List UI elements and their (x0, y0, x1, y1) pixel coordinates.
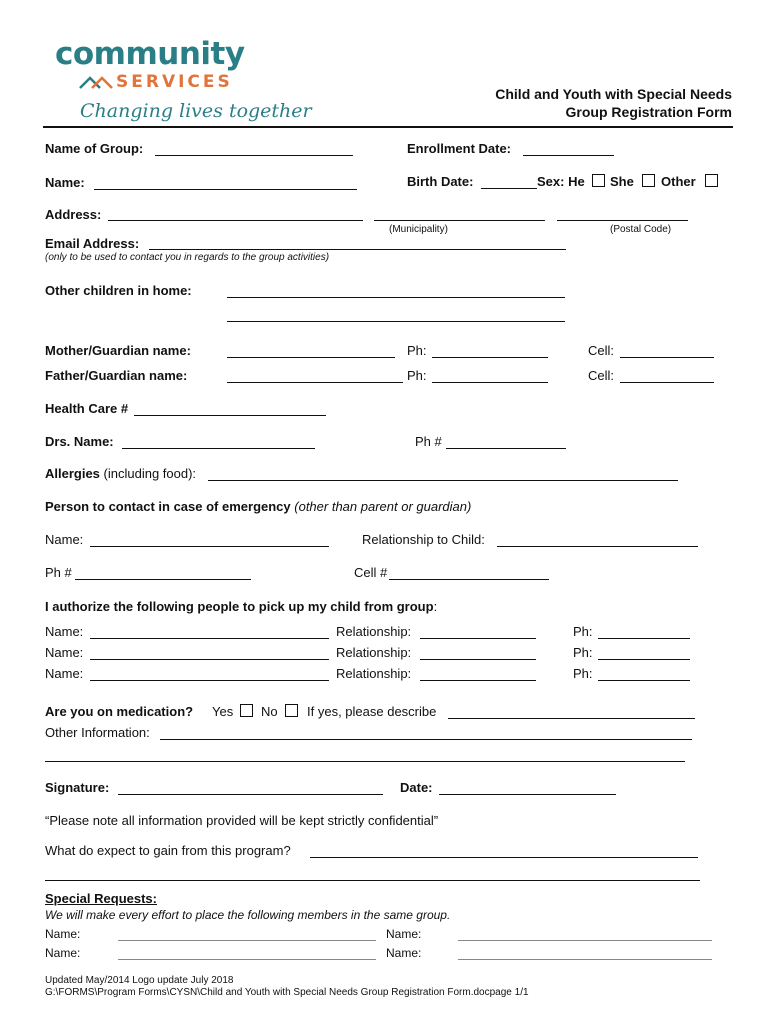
name-of-group-field[interactable] (155, 155, 353, 156)
pickup-name-field-2[interactable] (90, 659, 329, 660)
pickup-heading-colon: : (433, 599, 438, 614)
special-requests-heading: Special Requests: (45, 891, 157, 906)
allergies-field[interactable] (208, 480, 678, 481)
footer-path: G:\FORMS\Program Forms\CYSN\Child and Youth with Special Needs Group Registration Form.docpage 1/1 (45, 987, 529, 998)
medication-no-checkbox[interactable] (285, 704, 298, 717)
father-ph-label: Ph: (407, 368, 427, 383)
address-street-field[interactable] (108, 220, 363, 221)
title-divider (43, 126, 733, 128)
municipality-caption: (Municipality) (389, 224, 448, 235)
mother-name-field[interactable] (227, 357, 395, 358)
email-label: Email Address: (45, 236, 140, 251)
pickup-name-field-1[interactable] (90, 638, 329, 639)
enrollment-date-field[interactable] (523, 155, 614, 156)
medication-yes-label: Yes (212, 704, 234, 719)
pickup-relationship-label-2: Relationship: (336, 645, 412, 660)
address-postal-field[interactable] (557, 220, 688, 221)
address-municipality-field[interactable] (374, 220, 545, 221)
mother-ph-field[interactable] (432, 357, 548, 358)
other-children-label: Other children in home: (45, 283, 192, 298)
name-of-group-label: Name of Group: (45, 141, 144, 156)
pickup-name-label-1: Name: (45, 624, 84, 639)
enrollment-date-label: Enrollment Date: (407, 141, 512, 156)
special-name-field-3[interactable] (118, 959, 376, 960)
father-label: Father/Guardian name: (45, 368, 188, 383)
pickup-ph-label-2: Ph: (573, 645, 593, 660)
allergies-label: Allergies (45, 466, 100, 481)
footer-updated: Updated May/2014 Logo update July 2018 (45, 975, 234, 986)
special-name-label-2: Name: (386, 927, 422, 941)
other-info-label: Other Information: (45, 725, 150, 740)
health-care-label: Health Care # (45, 401, 129, 416)
drs-name-label: Drs. Name: (45, 434, 114, 449)
sex-other-label: Other (661, 174, 696, 189)
pickup-ph-field-3[interactable] (598, 680, 690, 681)
mother-cell-field[interactable] (620, 357, 714, 358)
sex-he-checkbox[interactable] (592, 174, 605, 187)
father-name-field[interactable] (227, 382, 403, 383)
postal-code-caption: (Postal Code) (610, 224, 672, 235)
emergency-name-field[interactable] (90, 546, 329, 547)
pickup-ph-label-1: Ph: (573, 624, 593, 639)
pickup-relationship-field-3[interactable] (420, 680, 536, 681)
mother-cell-label: Cell: (588, 343, 615, 358)
expect-label: What do expect to gain from this program? (45, 843, 291, 858)
drs-name-field[interactable] (122, 448, 315, 449)
emergency-ph-label: Ph # (45, 565, 72, 580)
special-name-field-4[interactable] (458, 959, 712, 960)
emergency-cell-label: Cell # (354, 565, 388, 580)
special-name-label-1: Name: (45, 927, 81, 941)
health-care-field[interactable] (134, 415, 326, 416)
expect-field-1[interactable] (310, 857, 698, 858)
birth-date-label: Birth Date: (407, 174, 474, 189)
name-field[interactable] (94, 189, 357, 190)
pickup-name-label-2: Name: (45, 645, 84, 660)
pickup-ph-field-1[interactable] (598, 638, 690, 639)
other-info-field-2[interactable] (45, 761, 685, 762)
other-info-field-1[interactable] (160, 739, 692, 740)
medication-if-yes-label: If yes, please describe (307, 704, 437, 719)
father-cell-label: Cell: (588, 368, 615, 383)
special-name-field-1[interactable] (118, 940, 376, 941)
special-name-label-4: Name: (386, 946, 422, 960)
pickup-name-label-3: Name: (45, 666, 84, 681)
mother-label: Mother/Guardian name: (45, 343, 191, 358)
sex-she-label: She (610, 174, 634, 189)
emergency-relationship-label: Relationship to Child: (362, 532, 485, 547)
drs-ph-label: Ph # (415, 434, 442, 449)
drs-ph-field[interactable] (446, 448, 566, 449)
medication-no-label: No (261, 704, 278, 719)
medication-question: Are you on medication? (45, 704, 194, 719)
special-name-field-2[interactable] (458, 940, 712, 941)
medication-yes-checkbox[interactable] (240, 704, 253, 717)
mother-ph-label: Ph: (407, 343, 427, 358)
pickup-ph-label-3: Ph: (573, 666, 593, 681)
logo-word-services: SERVICES (116, 72, 233, 92)
signature-label: Signature: (45, 780, 110, 795)
emergency-heading: Person to contact in case of emergency (45, 499, 291, 514)
father-ph-field[interactable] (432, 382, 548, 383)
special-name-label-3: Name: (45, 946, 81, 960)
birth-date-field[interactable] (481, 188, 537, 189)
other-children-field-1[interactable] (227, 297, 565, 298)
pickup-relationship-label-1: Relationship: (336, 624, 412, 639)
pickup-relationship-field-2[interactable] (420, 659, 536, 660)
emergency-heading-note: (other than parent or guardian) (294, 499, 472, 514)
logo-word-community: community (55, 36, 245, 72)
logo-tagline: Changing lives together (80, 100, 312, 122)
emergency-relationship-field[interactable] (497, 546, 698, 547)
email-note: (only to be used to contact you in regards to the group activities) (45, 252, 330, 263)
emergency-ph-field[interactable] (75, 579, 251, 580)
name-label: Name: (45, 175, 85, 190)
sex-she-checkbox[interactable] (642, 174, 655, 187)
address-label: Address: (45, 207, 102, 222)
emergency-cell-field[interactable] (389, 579, 549, 580)
pickup-heading: I authorize the following people to pick up my child from group (45, 599, 434, 614)
expect-field-2[interactable] (45, 880, 700, 881)
sex-other-checkbox[interactable] (705, 174, 718, 187)
date-label: Date: (400, 780, 433, 795)
special-requests-note: We will make every effort to place the following members in the same group. (45, 908, 451, 922)
allergies-label-rest: (including food): (103, 466, 197, 481)
sex-label: Sex: He (537, 174, 585, 189)
form-title-line2: Group Registration Form (565, 104, 732, 120)
house-icon (78, 72, 118, 90)
pickup-relationship-label-3: Relationship: (336, 666, 412, 681)
date-field[interactable] (439, 794, 616, 795)
signature-field[interactable] (118, 794, 383, 795)
form-title-line1: Child and Youth with Special Needs (495, 86, 732, 102)
medication-describe-field[interactable] (448, 718, 695, 719)
pickup-name-field-3[interactable] (90, 680, 329, 681)
other-children-field-2[interactable] (227, 321, 565, 322)
pickup-ph-field-2[interactable] (598, 659, 690, 660)
email-field[interactable] (149, 249, 566, 250)
pickup-relationship-field-1[interactable] (420, 638, 536, 639)
emergency-name-label: Name: (45, 532, 84, 547)
father-cell-field[interactable] (620, 382, 714, 383)
confidential-note: “Please note all information provided will be kept strictly confidential” (45, 813, 439, 828)
